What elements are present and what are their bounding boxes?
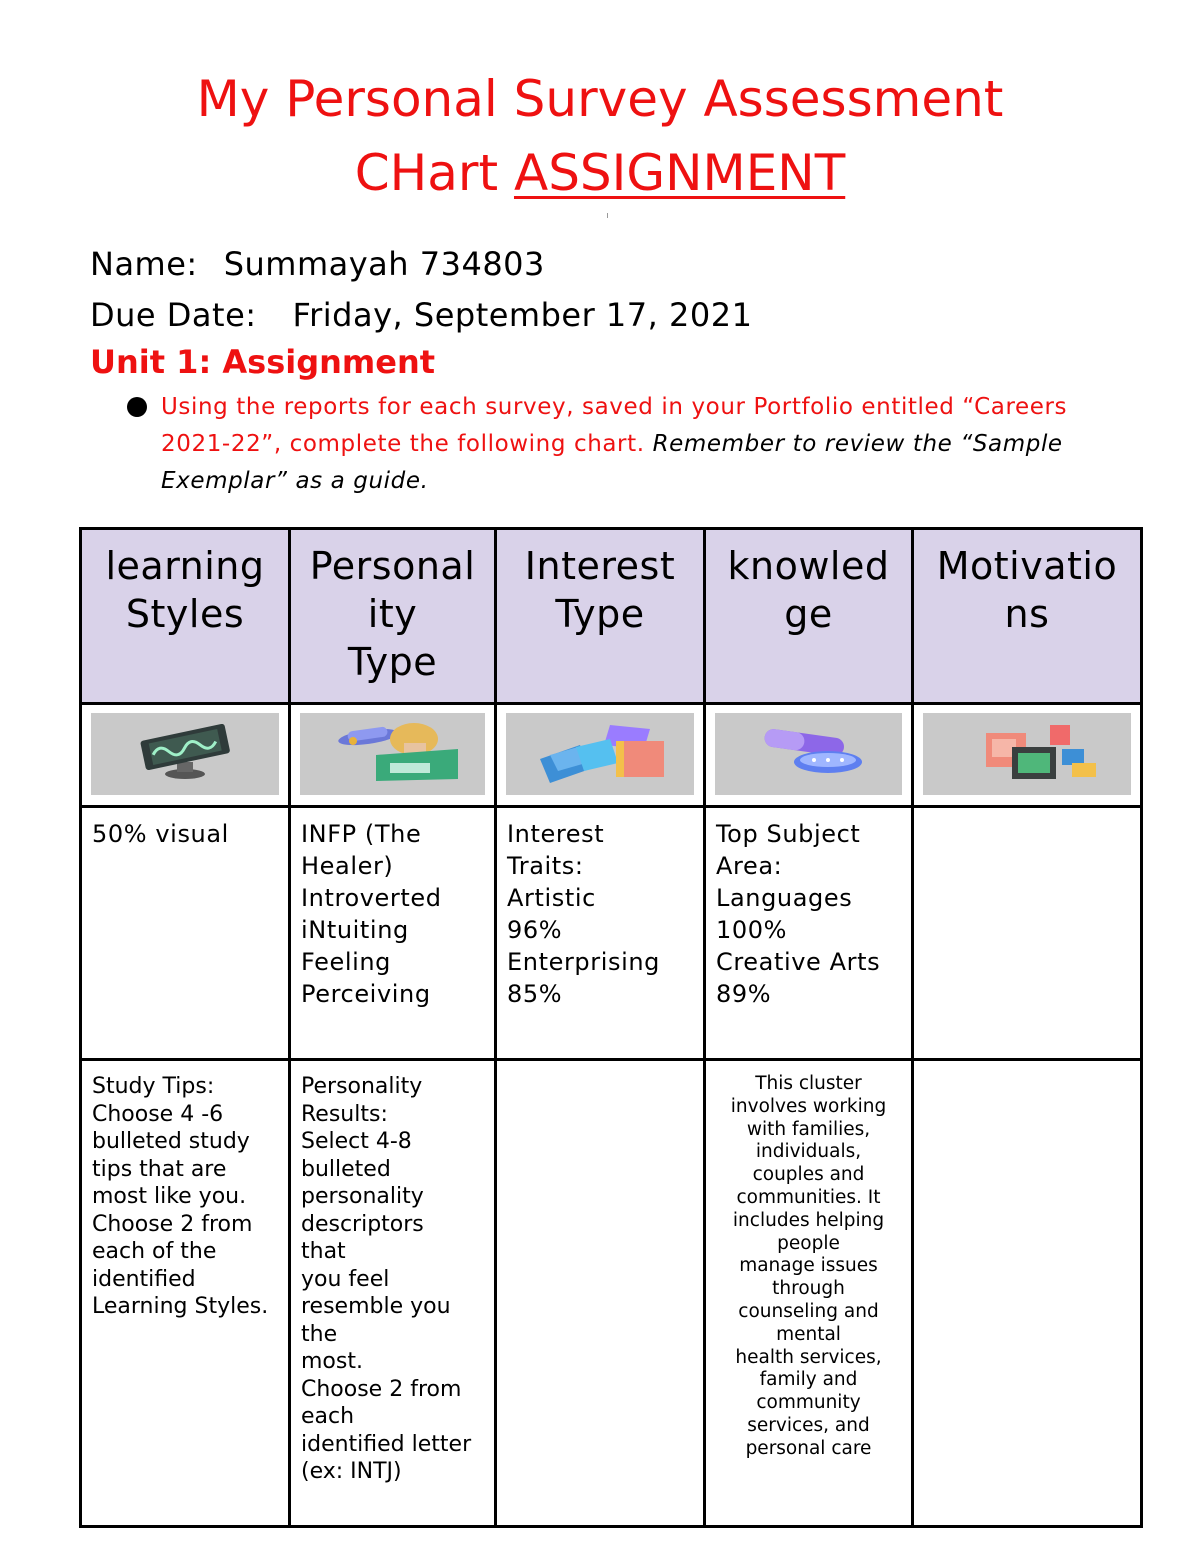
cell-line: involves working <box>730 1095 887 1117</box>
bullet-icon <box>127 397 147 417</box>
page-title <box>0 62 1200 210</box>
title-line-2 <box>0 136 1200 210</box>
results-row <box>81 807 1142 1060</box>
details-knowledge <box>705 1060 913 1527</box>
cell-line: health services, <box>735 1346 882 1368</box>
results-motivations <box>913 807 1142 1060</box>
cell-line: (ex: INTJ) <box>301 1459 402 1484</box>
title-chart-word: CHart <box>354 144 499 202</box>
illustration-row <box>81 704 1142 807</box>
cell-line: 89% <box>716 980 772 1008</box>
cell-line: Results: <box>301 1101 388 1127</box>
cell-line: identified letter <box>301 1431 472 1457</box>
details-row <box>81 1060 1142 1527</box>
illustration-cell <box>913 704 1142 807</box>
stray-mark <box>607 213 608 218</box>
cell-line: Artistic <box>507 884 596 912</box>
cell-line: services, and <box>747 1414 870 1436</box>
cell-line: mental <box>776 1323 841 1345</box>
cell-line: Select 4-8 <box>301 1129 412 1154</box>
cell-line: Languages <box>716 884 853 912</box>
name-value: Summayah 734803 <box>223 245 545 283</box>
cell-line: the <box>301 1321 338 1347</box>
cell-line: bulleted <box>301 1156 391 1182</box>
details-learning-styles <box>81 1060 290 1527</box>
illustration-cell <box>496 704 705 807</box>
results-learning-styles <box>81 807 290 1060</box>
cell-line: couples and <box>752 1164 865 1186</box>
due-date-label: Due Date: <box>90 296 257 334</box>
results-interest-type <box>496 807 705 1060</box>
cell-line: Enterprising <box>507 948 661 976</box>
cell-line: Personality <box>301 1074 423 1099</box>
illustration-cell <box>81 704 290 807</box>
cell-line: Creative Arts <box>716 948 881 976</box>
cell-line: 96% <box>507 916 563 944</box>
cell-line: Top Subject <box>716 820 861 848</box>
header-motivations <box>913 529 1142 704</box>
details-motivations <box>913 1060 1142 1527</box>
cell-line: Interest <box>507 820 605 848</box>
header-text: ge <box>784 592 833 636</box>
pill-capsule-icon <box>715 713 902 795</box>
header-text: Type <box>555 592 645 636</box>
header-text: Motivatio <box>936 544 1118 588</box>
cell-line: identified <box>92 1266 196 1292</box>
cell-line: with families, <box>746 1118 871 1140</box>
cell-line: Feeling <box>301 948 392 976</box>
instruction-red: Using the reports for each survey, saved in your Portfolio entitled “Careers 2021-22”, complete the following chart. <box>161 394 1068 457</box>
header-text: Type <box>347 640 438 684</box>
monitor-waveform-icon <box>91 713 279 795</box>
cell-line: INFP (The <box>301 820 422 848</box>
name-line <box>90 244 545 284</box>
cell-line: 100% <box>716 916 788 944</box>
cell-line: Introverted <box>301 884 442 912</box>
cell-line: Choose 2 from <box>301 1376 462 1402</box>
cell-line: 50% visual <box>92 820 229 848</box>
details-interest-type <box>496 1060 705 1527</box>
cell-line: This cluster <box>755 1073 862 1094</box>
cell-line: communities. It <box>736 1186 881 1208</box>
cell-line: Perceiving <box>301 980 431 1008</box>
cell-line: that <box>301 1239 346 1264</box>
cell-line: people <box>777 1232 840 1254</box>
cell-line: family and <box>759 1369 858 1391</box>
cell-line: most. <box>301 1349 363 1374</box>
header-text: Styles <box>125 592 245 636</box>
cell-line: manage issues <box>739 1255 878 1277</box>
cell-line: tips that are <box>92 1156 227 1182</box>
cell-line: Study Tips: <box>92 1074 215 1099</box>
header-text: ns <box>1004 592 1050 636</box>
assessment-chart <box>79 527 1143 1528</box>
illustration-cell <box>290 704 496 807</box>
cell-line: resemble you <box>301 1294 451 1319</box>
cell-line: personal care <box>745 1437 872 1459</box>
cell-line: iNtuiting <box>301 916 409 944</box>
due-date-value: Friday, September 17, 2021 <box>292 296 753 334</box>
cell-line: Traits: <box>507 852 584 880</box>
header-row <box>81 529 1142 704</box>
header-text: Interest <box>524 544 676 588</box>
header-text: Personal <box>309 544 476 588</box>
cell-line: you feel <box>301 1266 390 1292</box>
cell-line: individuals, <box>755 1141 862 1163</box>
header-text: knowled <box>727 544 890 588</box>
cell-line: personality <box>301 1184 424 1209</box>
cell-line: Area: <box>716 852 783 880</box>
title-assignment-word: ASSIGNMENT <box>513 144 846 202</box>
cell-line: Healer) <box>301 852 394 880</box>
header-interest-type <box>496 529 705 704</box>
cell-line: Choose 4 -6 <box>92 1101 224 1127</box>
title-line-1: My Personal Survey Assessment <box>196 70 1004 128</box>
unit-heading: Unit 1: Assignment <box>90 343 436 381</box>
header-text: learning <box>105 544 265 588</box>
instruction-text <box>161 389 1081 500</box>
name-label: Name: <box>90 245 198 283</box>
cell-line: bulleted study <box>92 1129 250 1154</box>
results-knowledge <box>705 807 913 1060</box>
header-knowledge <box>705 529 913 704</box>
cell-line: counseling and <box>738 1300 879 1322</box>
cell-line: each of the <box>92 1239 217 1264</box>
cell-line: 85% <box>507 980 563 1008</box>
results-personality-type <box>290 807 496 1060</box>
cell-line: includes helping <box>732 1209 885 1231</box>
cell-line: through <box>772 1278 845 1300</box>
header-learning-styles <box>81 529 290 704</box>
instruction-italic: Remember to review the “Sample Exemplar” as a guide. <box>161 431 1063 494</box>
header-personality-type <box>290 529 496 704</box>
cell-line: descriptors <box>301 1211 424 1237</box>
illustration-cell <box>705 704 913 807</box>
open-books-icon <box>506 713 694 795</box>
cell-line: Learning Styles. <box>92 1294 269 1319</box>
details-personality-type <box>290 1060 496 1527</box>
cell-line: most like you. <box>92 1184 247 1209</box>
devices-shapes-icon <box>923 713 1131 795</box>
cell-line: community <box>756 1392 861 1414</box>
cell-line: Choose 2 from <box>92 1211 253 1237</box>
person-laptop-icon <box>300 713 485 795</box>
header-text: ity <box>367 592 418 636</box>
cell-line: each <box>301 1404 355 1429</box>
due-date-line <box>90 295 752 335</box>
